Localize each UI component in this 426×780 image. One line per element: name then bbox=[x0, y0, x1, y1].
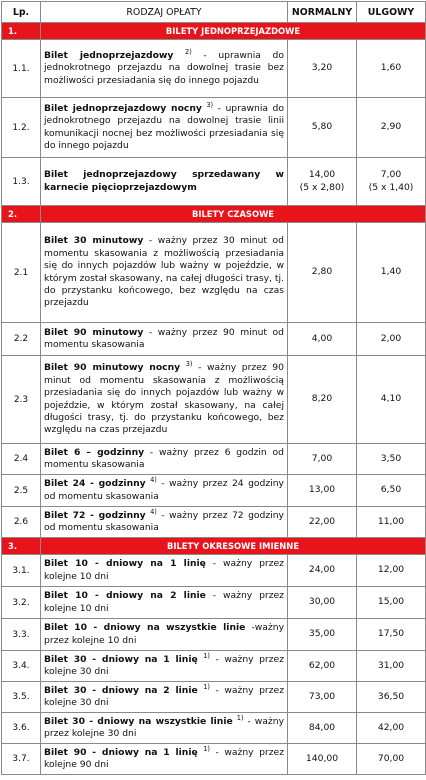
price-breakdown: (5 x 1,40) bbox=[368, 181, 414, 193]
price-ulgowy: 15,00 bbox=[357, 587, 426, 619]
price-normalny: 22,00 bbox=[288, 507, 357, 538]
footnote-ref: 3) bbox=[185, 360, 193, 369]
price-normalny: 4,00 bbox=[288, 323, 357, 356]
row-lp: 2.2 bbox=[2, 323, 41, 356]
ticket-name: Bilet 30 - dniowy na 2 linie bbox=[44, 684, 198, 696]
price-ulgowy bbox=[357, 158, 426, 206]
price-normalny: 8,20 bbox=[288, 356, 357, 444]
ticket-text: - ważny przez kolejne 90 dni bbox=[44, 746, 285, 770]
row-lp: 1.3. bbox=[2, 158, 41, 206]
table-row bbox=[2, 98, 426, 158]
ticket-name: Bilet jednoprzejazdowy sprzedawany w karnecie pięcioprzejazdowym bbox=[44, 169, 284, 193]
price-ulgowy: 31,00 bbox=[357, 651, 426, 682]
ticket-name: Bilet 10 - dniowy na 2 linie bbox=[44, 590, 206, 602]
table-row bbox=[2, 744, 426, 775]
footnote-ref: 3) bbox=[206, 100, 214, 109]
ticket-name: Bilet 30 - dniowy na 1 linię bbox=[44, 653, 198, 665]
row-description bbox=[41, 713, 288, 744]
section-title: BILETY JEDNOPRZEJAZDOWE bbox=[41, 23, 426, 40]
price-ulgowy: 70,00 bbox=[357, 744, 426, 775]
row-lp: 1.2. bbox=[2, 98, 41, 158]
row-lp: 2.3 bbox=[2, 356, 41, 444]
table-row bbox=[2, 587, 426, 619]
row-description bbox=[41, 323, 288, 356]
section-row bbox=[2, 206, 426, 223]
header-rodzaj: RODZAJ OPŁATY bbox=[41, 2, 288, 23]
row-description bbox=[41, 40, 288, 98]
fare-table bbox=[1, 1, 426, 775]
row-lp: 3.7. bbox=[2, 744, 41, 775]
row-description bbox=[41, 744, 288, 775]
section-title: BILETY CZASOWE bbox=[41, 206, 426, 223]
footnote-ref: 1) bbox=[203, 682, 211, 691]
row-description bbox=[41, 475, 288, 507]
table-row bbox=[2, 444, 426, 475]
table-row bbox=[2, 356, 426, 444]
price-value: 7,00 bbox=[380, 169, 402, 181]
header-normalny: NORMALNY bbox=[288, 2, 357, 23]
price-ulgowy: 4,10 bbox=[357, 356, 426, 444]
ticket-name: Bilet 30 minutowy bbox=[44, 235, 144, 247]
price-normalny: 140,00 bbox=[288, 744, 357, 775]
ticket-text: - ważny przez 30 minut od momentu skasowania z możliwością przesiadania się do innych pojazdów lub ważny w pojeździe, w którym został skasowany, na całej długości trasy, tj. do przystanku końcowego, bez względu na czas przejazdu bbox=[44, 235, 284, 309]
ticket-text: - uprawnia do jednokrotnego przejazdu na dowolnej trasie bez możliwości przesiadania się do innego pojazdu bbox=[44, 49, 284, 86]
price-ulgowy: 6,50 bbox=[357, 475, 426, 507]
ticket-text: - ważny przez kolejne 10 dni bbox=[44, 590, 285, 614]
row-lp: 3.5. bbox=[2, 682, 41, 713]
price-normalny: 5,80 bbox=[288, 98, 357, 158]
table-row bbox=[2, 713, 426, 744]
price-ulgowy: 12,00 bbox=[357, 555, 426, 587]
row-lp: 3.4. bbox=[2, 651, 41, 682]
header-ulgowy: ULGOWY bbox=[357, 2, 426, 23]
row-description bbox=[41, 223, 288, 323]
row-description bbox=[41, 158, 288, 206]
ticket-name: Bilet 90 minutowy bbox=[44, 326, 144, 338]
price-ulgowy: 11,00 bbox=[357, 507, 426, 538]
table-row bbox=[2, 651, 426, 682]
ticket-name: Bilet 90 - dniowy na 1 linię bbox=[44, 746, 198, 758]
ticket-text: - ważny przez kolejne 30 dni bbox=[44, 684, 285, 708]
header-lp: Lp. bbox=[2, 2, 41, 23]
table-row bbox=[2, 555, 426, 587]
price-normalny: 3,20 bbox=[288, 40, 357, 98]
price-normalny: 84,00 bbox=[288, 713, 357, 744]
table-row bbox=[2, 323, 426, 356]
row-description bbox=[41, 507, 288, 538]
row-lp: 2.5 bbox=[2, 475, 41, 507]
row-description bbox=[41, 98, 288, 158]
row-lp: 3.3. bbox=[2, 619, 41, 651]
ticket-text: - ważny przez 24 godziny od momentu skasowania bbox=[44, 478, 284, 502]
ticket-name: Bilet 24 - godzinny bbox=[44, 478, 146, 490]
table-row bbox=[2, 223, 426, 323]
table-row bbox=[2, 475, 426, 507]
ticket-text: - ważny przez kolejne 10 dni bbox=[44, 558, 285, 582]
section-number: 1. bbox=[2, 23, 41, 40]
ticket-name: Bilet 30 - dniowy na wszystkie linie bbox=[44, 715, 233, 727]
ticket-name: Bilet 10 - dniowy na 1 linię bbox=[44, 558, 206, 570]
row-lp: 3.6. bbox=[2, 713, 41, 744]
price-value: 14,00 bbox=[308, 169, 336, 181]
row-description bbox=[41, 587, 288, 619]
price-normalny bbox=[288, 158, 357, 206]
ticket-name: Bilet 90 minutowy nocny bbox=[44, 362, 181, 374]
ticket-text: - ważny przez 72 godziny od momentu skasowania bbox=[44, 509, 284, 533]
section-title: BILETY OKRESOWE IMIENNE bbox=[41, 538, 426, 555]
ticket-text: - ważny przez kolejne 30 dni bbox=[44, 653, 285, 677]
section-row bbox=[2, 538, 426, 555]
footnote-ref: 4) bbox=[150, 476, 157, 485]
price-ulgowy: 36,50 bbox=[357, 682, 426, 713]
price-ulgowy: 2,00 bbox=[357, 323, 426, 356]
price-normalny: 7,00 bbox=[288, 444, 357, 475]
price-normalny: 62,00 bbox=[288, 651, 357, 682]
ticket-text: - uprawnia do jednokrotnego przejazdu na dowolnej trasie linii komunikacji nocnej bez możliwości przesiadania się do innego pojazdu bbox=[44, 102, 284, 151]
ticket-name: Bilet jednoprzejazdowy bbox=[44, 49, 174, 61]
price-normalny: 30,00 bbox=[288, 587, 357, 619]
section-number: 2. bbox=[2, 206, 41, 223]
ticket-text: - ważny przez 90 minut od momentu skasowania z możliwością przesiadania się do innych pojazdów lub ważny w pojeździe, w którym został skasowany, na całej długości trasy, tj. do przystanku końcowego, bez względu na czas przejazdu bbox=[44, 362, 284, 436]
ticket-text: - ważny przez 6 godzin od momentu skasowania bbox=[44, 446, 284, 470]
section-row bbox=[2, 23, 426, 40]
price-ulgowy: 42,00 bbox=[357, 713, 426, 744]
row-description bbox=[41, 444, 288, 475]
price-ulgowy: 2,90 bbox=[357, 98, 426, 158]
ticket-text: -ważny przez kolejne 10 dni bbox=[44, 622, 285, 646]
row-description bbox=[41, 651, 288, 682]
footnote-ref: 2) bbox=[185, 47, 192, 56]
price-ulgowy: 17,50 bbox=[357, 619, 426, 651]
price-normalny: 73,00 bbox=[288, 682, 357, 713]
ticket-name: Bilet 6 – godzinny bbox=[44, 446, 145, 458]
row-description bbox=[41, 555, 288, 587]
row-description bbox=[41, 682, 288, 713]
row-lp: 2.6 bbox=[2, 507, 41, 538]
footnote-ref: 1) bbox=[203, 651, 211, 660]
ticket-name: Bilet 72 - godzinny bbox=[44, 509, 146, 521]
table-row bbox=[2, 682, 426, 713]
table-row bbox=[2, 158, 426, 206]
row-description bbox=[41, 356, 288, 444]
row-description bbox=[41, 619, 288, 651]
table-row bbox=[2, 40, 426, 98]
ticket-text: - ważny przez kolejne 30 dni bbox=[44, 715, 285, 739]
price-normalny: 13,00 bbox=[288, 475, 357, 507]
ticket-text: - ważny przez 90 minut od momentu skasowania bbox=[44, 326, 284, 350]
row-lp: 2.1 bbox=[2, 223, 41, 323]
footnote-ref: 4) bbox=[150, 507, 157, 516]
price-breakdown: (5 x 2,80) bbox=[299, 181, 345, 193]
row-lp: 1.1. bbox=[2, 40, 41, 98]
table-row bbox=[2, 507, 426, 538]
row-lp: 3.1. bbox=[2, 555, 41, 587]
header-row bbox=[2, 2, 426, 23]
footnote-ref: 1) bbox=[236, 713, 244, 722]
footnote-ref: 1) bbox=[203, 744, 211, 753]
price-ulgowy: 1,60 bbox=[357, 40, 426, 98]
section-number: 3. bbox=[2, 538, 41, 555]
ticket-name: Bilet 10 - dniowy na wszystkie linie bbox=[44, 622, 246, 634]
price-normalny: 2,80 bbox=[288, 223, 357, 323]
ticket-name: Bilet jednoprzejazdowy nocny bbox=[44, 102, 202, 114]
price-ulgowy: 3,50 bbox=[357, 444, 426, 475]
price-normalny: 24,00 bbox=[288, 555, 357, 587]
table-row bbox=[2, 619, 426, 651]
row-lp: 2.4 bbox=[2, 444, 41, 475]
row-lp: 3.2. bbox=[2, 587, 41, 619]
price-ulgowy: 1,40 bbox=[357, 223, 426, 323]
price-normalny: 35,00 bbox=[288, 619, 357, 651]
